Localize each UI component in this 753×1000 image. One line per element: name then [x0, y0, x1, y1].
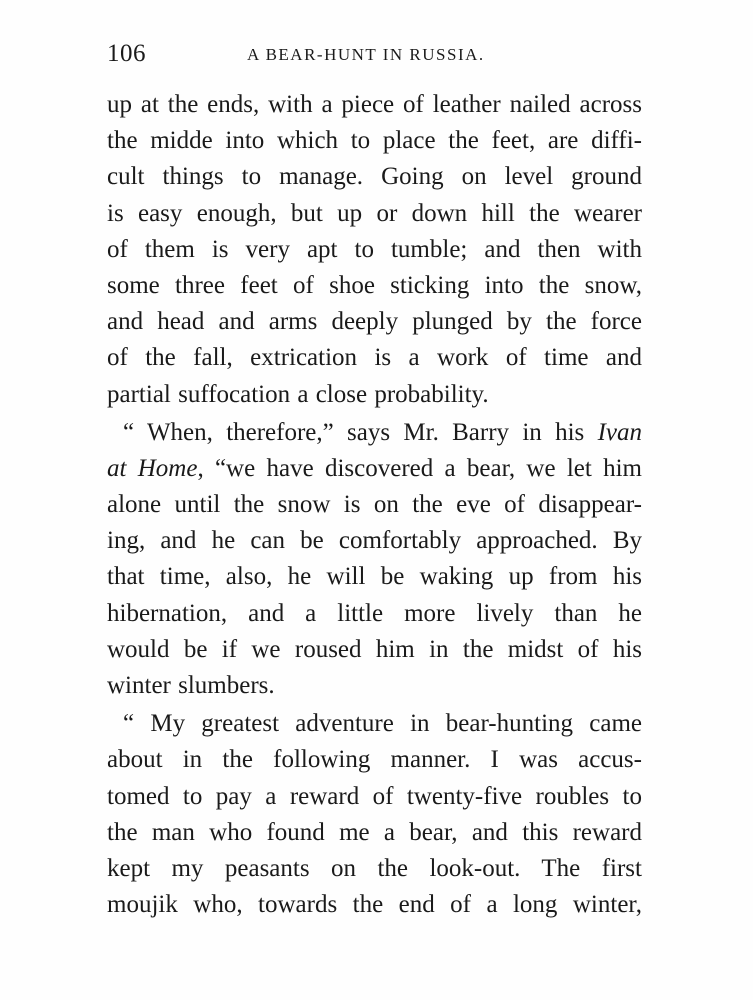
- running-title: A BEAR-HUNT IN RUSSIA.: [247, 45, 485, 64]
- body-text: [107, 87, 642, 923]
- text-line: is easy enough, but up or down hill the wearer: [107, 199, 642, 227]
- text-line: moujik who, towards the end of a long winter,: [107, 891, 642, 919]
- text-line: and head and arms deeply plunged by the force: [107, 308, 642, 336]
- text-line: alone until the snow is on the eve of disappear-: [107, 491, 642, 519]
- running-head: [107, 40, 642, 74]
- paragraph: [107, 706, 642, 923]
- text-line: the man who found me a bear, and this reward: [107, 818, 642, 846]
- text-line: hibernation, and a little more lively than he: [107, 599, 642, 627]
- text-line: “ My greatest adventure in bear-hunting came: [123, 710, 642, 738]
- text-line: “ When, therefore,” says Mr. Barry in his Ivan: [123, 418, 642, 446]
- text-line: that time, also, he will be waking up from his: [107, 563, 642, 591]
- text-line: at Home, “we have discovered a bear, we let him: [107, 454, 643, 482]
- text-line: would be if we roused him in the midst of his: [107, 635, 642, 663]
- text-line: cult things to manage. Going on level ground: [107, 163, 642, 191]
- text-line: ing, and he can be comfortably approached. By: [107, 527, 642, 555]
- text-line: some three feet of shoe sticking into the snow,: [107, 271, 642, 299]
- text-line: about in the following manner. I was accus-: [107, 746, 642, 774]
- text-line: the midde into which to place the feet, are diffi-: [107, 127, 642, 155]
- text-line: winter slumbers.: [107, 672, 275, 699]
- text-line: of the fall, extrication is a work of time and: [107, 344, 642, 372]
- text-line: kept my peasants on the look-out. The first: [107, 854, 642, 882]
- text-line: partial suffocation a close probability.: [107, 380, 489, 408]
- paragraph: [107, 87, 642, 413]
- text-line: of them is very apt to tumble; and then with: [107, 235, 642, 263]
- page-number: 106: [107, 40, 146, 67]
- paragraph: [107, 415, 642, 705]
- text-line: up at the ends, with a piece of leather nailed across: [107, 91, 642, 118]
- text-line: tomed to pay a reward of twenty-five roubles to: [107, 782, 642, 810]
